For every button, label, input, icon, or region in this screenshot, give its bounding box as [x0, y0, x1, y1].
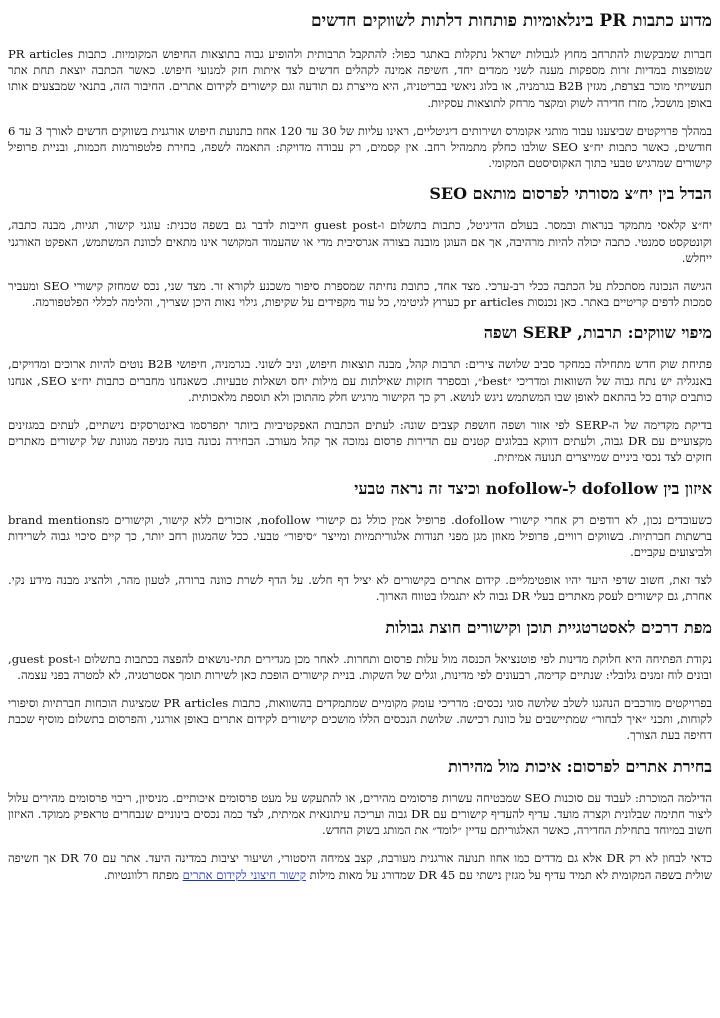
- intro-paragraph-1: חברות שמבקשות להתרחב מחוץ לגבולות ישראל נתקלות באתגר כפול: להתקבל תרבותית ולהופיע גבוה בתוצאות החיפוש המקומיות. כתבות PR articles שמופצות במדיות זרות מספקות מענה לשני ממדים יחד, חשיפה אמינה לקהלים חדשים לצד איתות חזק למנועי חיפוש. כאשר הכתבה יוצאת תחת אתר תעשייתי מוכר בצרפת, מגזין B2B בגרמניה, או בלוג ניאשי בבריטניה, היא מייצרת גם תודעה וגם קישורים לקידום אתרים. החיבור הזה, בתנאי שמבצעים אותו באופן מושכל, מזרז חדירה לשוק ומקצר מרחק לתוצאות עסקיות.: [8, 47, 712, 110]
- section3-paragraph-1: כשעובדים נכון, לא רודפים רק אחרי קישורי dofollow. פרופיל אמין כולל גם קישורי nofollow, אזכורים ללא קישור, וקישורים מbrand mentions ברשתות חברתיות. בשווקים רוויים, פרופיל מאוזן מגן מפני תנודות אלגוריתמיות ומייצר ״סיפור״ טבעי. ככל שהמגוון רחב יותר, כך קיים סיכוי גבוה לשרידות ולביצועים עקביים.: [8, 512, 712, 560]
- section1-paragraph-2: הגישה הנכונה מסתכלת על הכתבה ככלי רב-ערכי. מצד אחד, כתובת נחיתה שמספרת סיפור משכנע לקורא זר. מצד שני, נכס שמחזק קישורי SEO ומעביר סמכות לדפים קריטיים באתר. כאן נכנסות pr articles כערוץ לגיטימי, כל עוד מקפידים על שקיפות, גילוי נאות היכן שצריך, והלימה לכללי הפלטפורמה.: [8, 279, 712, 310]
- section2-paragraph-1: פתיחת שוק חדש מתחילה במחקר סביב שלושה צירים: תרבות קהל, מבנה תוצאות חיפוש, וניב לשוני. בגרמניה, חיפושי B2B נוטים להיות ארוכים ומדויקים, באנגליה יש נתח גבוה של השוואות ומדריכי ״best״, ובספרד חזקות שאילתות עם מילות יחס ושאלות טבעיות. כשאנחנו מחברים כתבות יח״צ SEO, אנחנו כותבים קודם כל בהתאם לאופן שבו המשתמש ניגש לנושא. רק כך הקישור מרגיש חלק מהתוכן ולא תוספת מלאכותית.: [8, 357, 712, 404]
- section-heading-dofollow-balance: איזון בין dofollow ל-nofollow וכיצד זה נראה טבעי: [354, 478, 712, 498]
- article-title: מדוע כתבות PR בינלאומיות פותחות דלתות לשווקים חדשים: [311, 11, 712, 31]
- section1-paragraph-1: יח״צ קלאסי מתמקד בנראות ובמסר. בעולם הדיגיטל, כתבות בתשלום ו-guest post חייבות לדבר גם בשפה טכנית: עוגני קישור, תגיות, מבנה כתבה, וקונטקסט סמנטי. כתבה יכולה להיות מרהיבה, אך אם העוגן מובנה בצורה אגרסיבית מדי או שהעמוד המקושר אינו מתאים לכוונת המשתמש, האפקט האורגני ייחלש.: [8, 218, 712, 265]
- section-heading-market-mapping: מיפוי שווקים: תרבות, SERP ושפה: [483, 323, 712, 343]
- section-heading-seo-vs-pr: הבדל בין יח״צ מסורתי לפרסום מותאם SEO: [429, 184, 712, 204]
- section5-paragraph-2: [8, 850, 712, 882]
- section-heading-roadmap: מפת דרכים לאסטרטגיית תוכן וקישורים חוצת גבולות: [385, 617, 712, 637]
- section4-paragraph-2: בפרויקטים מורכבים הנהגנו לשלב שלושה סוגי נכסים: מדריכי עומק מקומיים שמתמקדים בהשוואות, כתבות PR articles שמציגות הוכחות חברתיות וסיפורי לקוחות, ותכני ״איך לבחור״ שמתיישבים על כוונת רכישה. שלושת הנכסים הללו מושכים קישורים לקידום אתרים באופן אורגני, והפרסום בתשלום מוסיף שכבת דחיפה בעת הצורך.: [8, 696, 712, 743]
- section4-paragraph-1: נקודת הפתיחה היא חלוקת מדינות לפי פוטנציאל הכנסה מול עלות פרסום ותחרות. לאחר מכן מגדירים תתי-נושאים להפצה בכתבות בתשלום ו-guest post, ובונים לוח זמנים גלובלי: שנתיים קדימה, רבעונים לפי מדינות, וגלים של השקות. בניית קישורים הופכת כאן לשירות תומך אסטרטגיה, לא למטרה בפני עצמה.: [8, 651, 712, 682]
- section2-paragraph-2: בדיקת מקדימה של ה-SERP לפי אזור ושפה חושפת קצבים שונה: לעתים הכתבות האפקטיביות ביותר יתפרסמו באינטרסקים נישתיים, לעתים במגזינים מקצועיים עם DR גבוה, ולעתים דווקא בבלוגים קטנים עם תדירות פרסום נמוכה אך קהל מעורב. הבחירה נכונה בונה מניפה מגוונת של קישורים מאתרים חזקים לצד נכסי ביניים שמייצרים תנועה אמיתית.: [8, 418, 712, 465]
- section5-paragraph-1: הדילמה המוכרת: לעבוד עם סוכנות SEO שמבטיחה עשרות פרסומים מהירים, או להתעקש על מעט פרסומים איכותיים. מניסיון, ריבוי פרסומים מהירים עלול ליצור חתימה שבלונית וקצרה מועד. עדיף להעדיף קישורים עם DR גבוה ועריכה עיתונאית אמיתית, לצד כמה נכסים בינוניים שנבחרים טראפיק ממוקד. האיזון חשוב במיוחד בתחילת החדירה, כאשר האלגוריתם עדיין ״לומד״ את המותג בשוק החדש.: [8, 790, 712, 838]
- section-heading-site-selection: בחירת אתרים לפרסום: איכות מול מהירות: [448, 756, 712, 776]
- section3-paragraph-2: לצד זאת, חשוב שדפי היעד יהיו אופטימליים. קידום אתרים בקישורים לא יציל דף חלש. על הדף לשרת כוונה ברורה, לטעון מהר, ולהציג מבנה מידע נקי. אחרת, גם קישורים לעסק מאתרים בעלי DR גבוה לא יתגמלו בטווח הארוך.: [8, 573, 712, 604]
- external-link-seo[interactable]: קישור חיצוני לקידום אתרים: [182, 867, 306, 882]
- intro-paragraph-2: במהלך פרויקטים שביצענו עבור מותגי אקומרס ושירותים דיגיטליים, ראינו עליות של 30 עד 120 אחוז בתנועת חיפוש אורגנית בשווקים חדשים לאורך 3 עד 6 חודשים, כאשר כתבות יח״צ SEO שולבו כחלק מתמהיל רחב. אין קסמים, רק עבודה מדויקת: התאמה לשפה, בחירת פלטפורמות חכמות, ובניית פרופיל קישורים שמרגיש טבעי בתוך האקוסיסטם המקומי.: [8, 123, 712, 171]
- section5-paragraph-2-text-start: כדאי לבחון לא רק DR אלא גם מדדים כמו אחוז תנועה אורגנית מעורבת, קצב צמיחה היסטורי, ושיעור יציבות במדינה היעד. אתר עם DR 70 אך חשיפה שולית בשפה המקומית לא תמיד עדיף על מגזין נישתי עם DR 45 שמדורג על מאות מילות: [8, 851, 712, 882]
- section5-paragraph-2-text-end: מפתח רלוונטיות.: [103, 867, 183, 882]
